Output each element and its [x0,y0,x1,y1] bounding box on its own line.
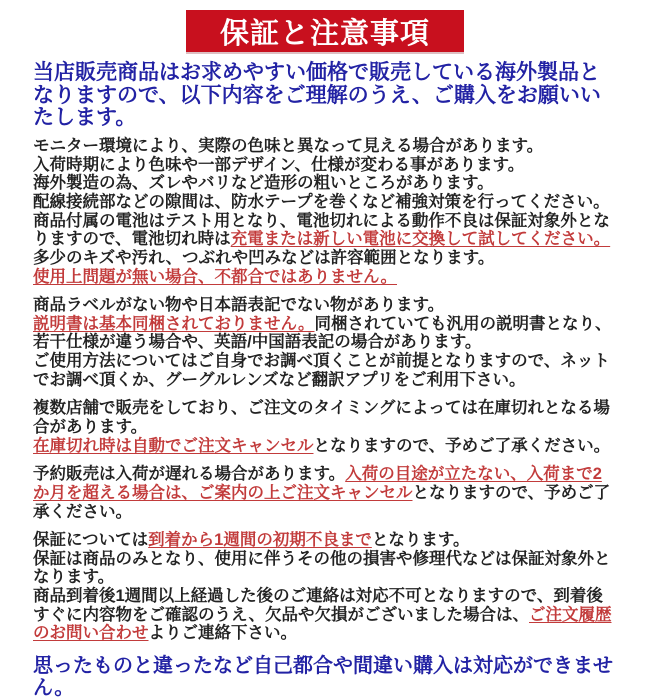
notice-line [33,587,618,643]
text-segment: 商品到着後1週間以上経過した後のご連絡は対応不可となりますので、到着後すぐに内容物をご確認のうえ、欠品や欠損がございました場合は、 [33,587,603,624]
section-labels-and-manuals [33,296,618,389]
text-segment: 商品ラベルがない物や日本語表記でない物があります。 [33,296,445,315]
notice-line [33,249,618,268]
text-segment: 複数店舗で販売をしており、ご注文のタイミングによっては在庫切れとなる場合があります。 [33,399,610,436]
notice-sections [33,137,618,643]
text-segment: となります。 [371,531,470,550]
section-stock-availability [33,399,618,455]
notice-line [33,193,618,212]
section-preorder [33,465,618,521]
footer-note: 思ったものと違ったなど自己都合や間違い購入は対応ができません。 [33,655,613,699]
page-title: 保証と注意事項 [219,17,430,50]
notice-line [33,531,618,550]
text-segment: よりご連絡下さい。 [148,624,297,643]
text-segment: となりますので、予めご了承ください。 [33,483,611,521]
text-segment: 入荷時期により色味や一部デザイン、仕様が変わる事があります。 [33,155,525,174]
text-segment: 保証は商品のみとなり、使用に伴うその他の損害や修理代などは保証対象外となります。 [33,549,611,587]
section-general-notes [33,137,618,286]
notice-line [33,156,618,175]
notice-line [33,437,618,456]
text-segment: ご使用方法についてはご自身でお調べ頂くことが前提となりますので、ネットでお調べ頂くか、グーグルレンズなど翻訳アプリをご利用下さい。 [33,352,610,389]
notice-line [33,465,618,521]
emphasized-text: 到着から1週間の初期不良まで [148,531,372,550]
notice-line [33,268,618,287]
text-segment: 同梱されていても汎用の説明書となり、若干仕様が違う場合や、英語/中国語表記の場合があります。 [33,314,612,352]
emphasized-text: ご注文履歴のお問い合わせ [33,605,612,643]
notice-line [33,212,618,249]
title-banner [186,10,464,52]
text-segment: 配線接続部などの隙間は、防水テープを巻くなど補強対策を行ってください。 [33,192,610,211]
notice-line [33,137,618,156]
emphasized-text: 在庫切れ時は自動でご注文キャンセル [33,436,314,455]
text-segment: 保証については [33,531,149,550]
notice-line [33,352,618,389]
emphasized-text: 説明書は基本同梱されておりません。 [33,314,315,333]
emphasized-text: 充電または新しい電池に交換して試してください。 [230,230,611,249]
text-segment: となりますので、予めご了承ください。 [313,436,611,455]
text-segment: 商品付属の電池はテスト用となり、電池切れによる動作不良は保証対象外となりますので、電池切れ時は [33,211,610,249]
emphasized-text: 使用上問題が無い場合、不都合ではありません。 [33,267,397,286]
notice-line [33,550,618,587]
notice-content [0,52,650,699]
text-segment: 予約販売は入荷が遅れる場合があります。 [33,465,346,484]
section-warranty [33,531,618,643]
text-segment: 海外製造の為、ズレやバリなど造形の粗いところがあります。 [33,174,494,193]
notice-page [0,10,650,699]
intro-text: 当店販売商品はお求めやすい価格で販売している海外製品となりますので、以下内容をご理解のうえ、ご購入をお願いいたします。 [33,61,601,130]
notice-line [33,399,618,436]
notice-line [33,315,618,352]
emphasized-text: 入荷の目途が立たない、入荷まで2か月を超える場合は、ご案内の上ご注文キャンセル [33,465,602,502]
notice-line [33,174,618,193]
notice-line [33,296,618,315]
text-segment: モニター環境により、実際の色味と異なって見える場合があります。 [33,137,544,156]
text-segment: 多少のキズや汚れ、つぶれや凹みなどは許容範囲となります。 [33,248,495,267]
